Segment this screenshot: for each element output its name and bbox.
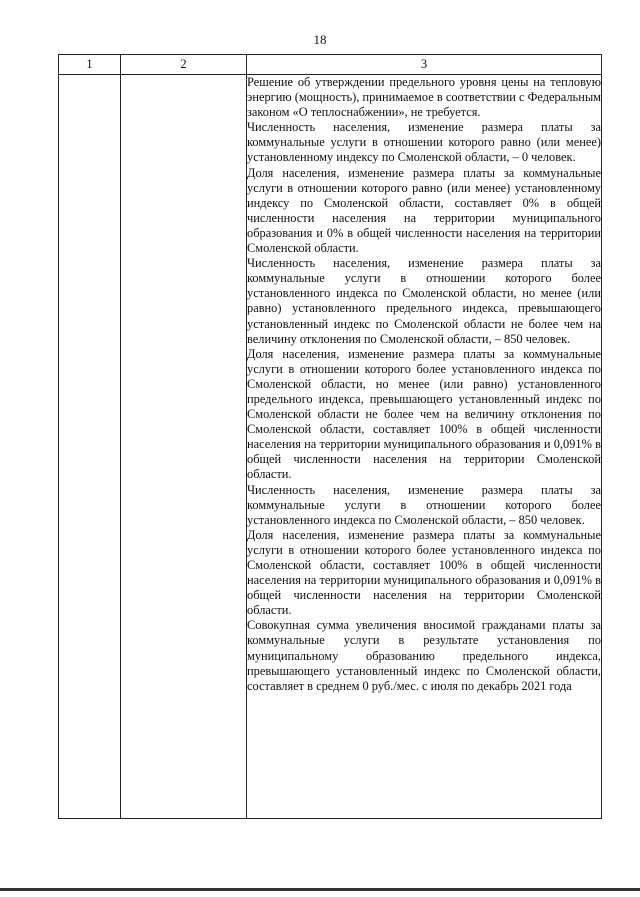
scan-edge-line	[0, 888, 640, 891]
document-table	[58, 54, 602, 819]
paragraph-share-above-index: Доля населения, изменение размера платы за коммунальные услуги в отношении которого более установленного индекса по Смоленской области, составляет 100% в общей численности населения на территории муниципального образования и 0,091% в общей численности населения на территории Смоленской области.	[247, 527, 601, 618]
paragraph-population-above-index: Численность населения, изменение размера платы за коммунальные услуги в отношении которого более установленного индекса по Смоленской области, – 850 человек.	[247, 482, 601, 527]
table-row	[59, 75, 602, 819]
cell-col-3	[247, 75, 602, 819]
paragraph-population-within-limit: Численность населения, изменение размера платы за коммунальные услуги в отношении которого более установленного индекса по Смоленской области, но менее (или равно) установленного предельного индекса, превышающего установленный индекс по Смоленской области не более чем на величину отклонения по Смоленской области, – 850 человек.	[247, 256, 601, 346]
page-number: 18	[313, 32, 327, 47]
column-header-2: 2	[121, 55, 247, 75]
column-header-3: 3	[247, 55, 602, 75]
paragraph-total-increase: Совокупная сумма увеличения вносимой гражданами платы за коммунальные услуги в результате установления по муниципальному образованию предельного индекса, превышающего установленный индекс по Смоленской области, составляет в среднем 0 руб./мес. с июля по декабрь 2021 года	[247, 618, 601, 693]
paragraph-population-equal-index: Численность населения, изменение размера платы за коммунальные услуги в отношении которого равно (или менее) установленному индексу по Смоленской области, – 0 человек.	[247, 120, 601, 165]
column-header-1: 1	[59, 55, 121, 75]
cell-col-1	[59, 75, 121, 819]
paragraph-share-within-limit: Доля населения, изменение размера платы за коммунальные услуги в отношении которого более установленного индекса по Смоленской области, но менее (или равно) установленного предельного индекса, превышающего установленный индекс по Смоленской области не более чем на величину отклонения по Смоленской области, составляет 100% в общей численности населения на территории муниципального образования и 0,091% в общей численности населения на территории Смоленской области.	[247, 346, 601, 482]
cell-col-2	[121, 75, 247, 819]
table-header-row	[59, 55, 602, 75]
paragraph-share-equal-index: Доля населения, изменение размера платы за коммунальные услуги в отношении которого равно (или менее) установленному индексу по Смоленской области, составляет 0% в общей численности населения на территории муниципального образования и 0% в общей численности населения на территории Смоленской области.	[247, 165, 601, 256]
paragraph-price-decision: Решение об утверждении предельного уровня цены на тепловую энергию (мощность), принимаемое в соответствии с Федеральным законом «О теплоснабжении», не требуется.	[247, 75, 601, 120]
